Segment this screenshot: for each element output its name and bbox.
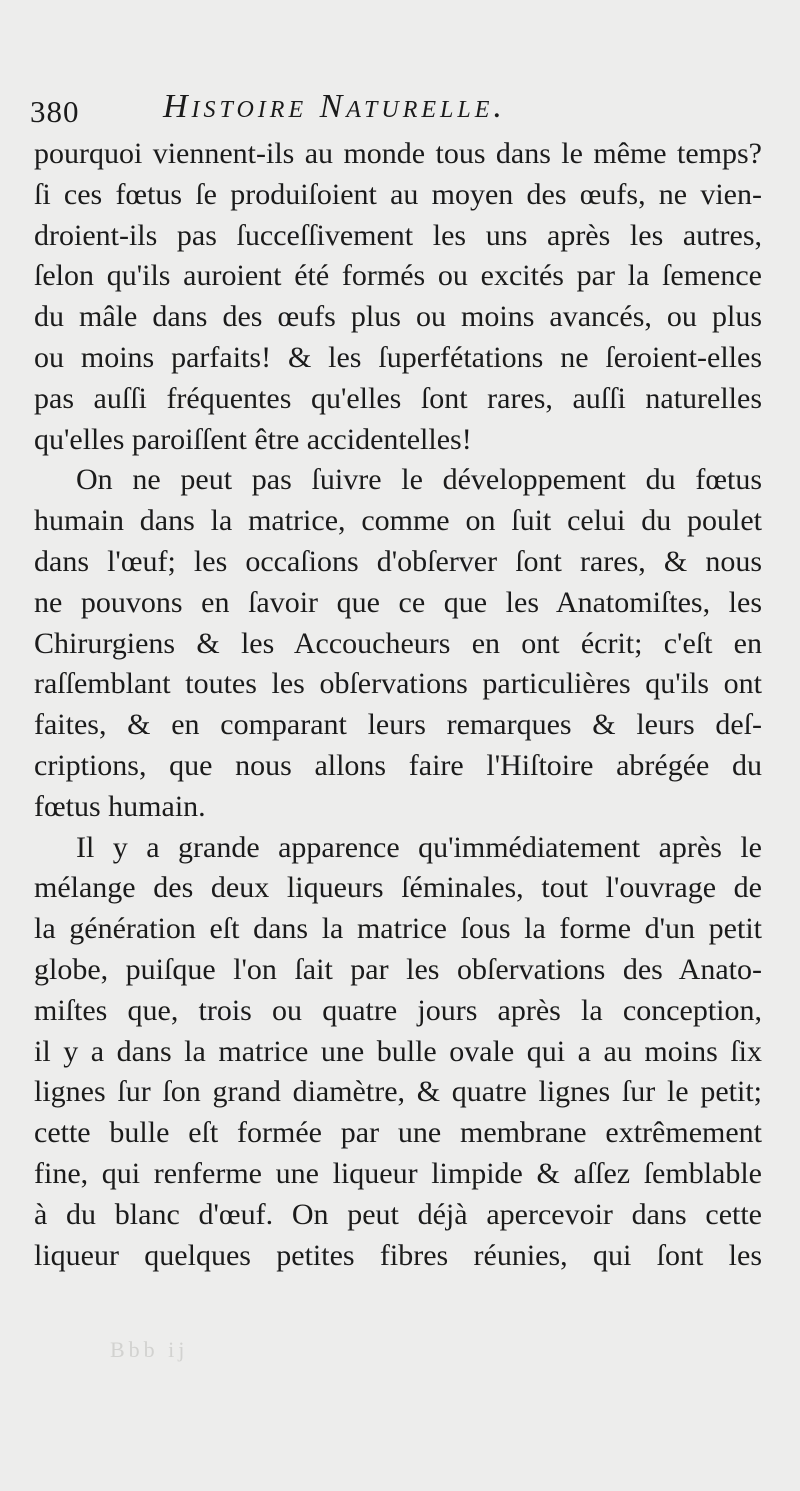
text-line: liqueur quelques petites fibres réunies, qui ſont les <box>34 1238 762 1272</box>
text-line: criptions, que nous allons faire l'Hiſtoire abrégée du <box>34 748 762 782</box>
text-line: à du blanc d'œuf. On peut déjà apercevoir dans cette <box>34 1197 762 1231</box>
paragraph-first-line: On ne peut pas ſuivre le développement du fœtus <box>76 463 762 497</box>
text-line: qu'elles paroiſſent être accidentelles! <box>34 422 472 456</box>
text-line: cette bulle eſt formée par une membrane extrêmement <box>34 1116 762 1150</box>
text-line: mélange des deux liqueurs ſéminales, tout l'ouvrage de <box>34 871 762 905</box>
text-line: ou moins parfaits! & les ſuperfétations ne ſeroient-elles <box>34 340 762 374</box>
text-line: il y a dans la matrice une bulle ovale qui a au moins ſix <box>34 1034 762 1068</box>
text-line: pourquoi viennent-ils au monde tous dans le même temps? <box>34 137 762 170</box>
paragraph-first-line: Il y a grande apparence qu'immédiatement après le <box>76 830 762 864</box>
text-line: raſſemblant toutes les obſervations particulières qu'ils ont <box>34 667 762 701</box>
text-line: lignes ſur ſon grand diamètre, & quatre lignes ſur le petit; <box>34 1075 762 1109</box>
page-header <box>30 88 770 132</box>
text-line: Chirurgiens & les Accoucheurs en ont écrit; c'eſt en <box>34 626 762 660</box>
text-line: ne pouvons en ſavoir que ce que les Anatomiſtes, les <box>34 585 762 619</box>
text-line: du mâle dans des œufs plus ou moins avancés, ou plus <box>34 300 762 334</box>
signature-mark: Bbb ij <box>110 1337 189 1362</box>
text-line: ſelon qu'ils auroient été formés ou excités par la ſemence <box>34 259 762 293</box>
text-line: droient-ils pas ſucceſſivement les uns après les autres, <box>34 218 762 252</box>
running-title: Histoire Naturelle. <box>163 88 506 125</box>
text-line: dans l'œuf; les occaſions d'obſerver ſont rares, & nous <box>34 544 762 578</box>
text-line: fine, qui renferme une liqueur limpide & aſſez ſemblable <box>34 1156 762 1190</box>
text-line: humain dans la matrice, comme on ſuit celui du poulet <box>34 504 762 538</box>
text-line: faites, & en comparant leurs remarques & leurs deſ- <box>34 708 762 742</box>
body-text <box>34 134 762 1276</box>
text-line: miſtes que, trois ou quatre jours après la conception, <box>34 993 762 1027</box>
page-number: 380 <box>30 94 80 129</box>
text-line: globe, puiſque l'on ſait par les obſervations des Anato- <box>34 952 762 986</box>
text-line: fœtus humain. <box>34 789 206 823</box>
text-line: pas auſſi fréquentes qu'elles ſont rares, auſſi naturelles <box>34 381 762 415</box>
text-line: la génération eſt dans la matrice ſous la forme d'un petit <box>34 912 762 946</box>
text-line: ſi ces fœtus ſe produiſoient au moyen des œufs, ne vien- <box>34 177 762 211</box>
